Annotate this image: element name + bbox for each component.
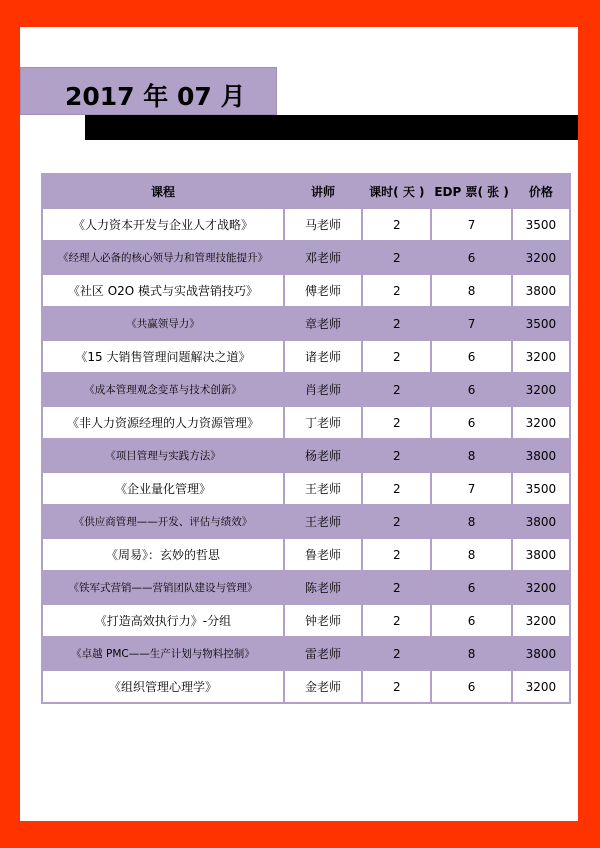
lecturer-cell: 王老师 xyxy=(285,506,361,537)
table-row xyxy=(43,407,569,438)
course-cell: 《项目管理与实践方法》 xyxy=(43,440,283,471)
course-cell: 《铁军式营销——营销团队建设与管理》 xyxy=(43,572,283,603)
price-cell: 3200 xyxy=(513,572,569,603)
table-row xyxy=(43,341,569,372)
month-title: 2017 年 07 月 xyxy=(65,82,246,111)
table-row xyxy=(43,539,569,570)
days-cell: 2 xyxy=(363,506,430,537)
price-cell: 3200 xyxy=(513,671,569,702)
edp-tickets-cell: 8 xyxy=(432,275,510,306)
course-cell: 《打造高效执行力》-分组 xyxy=(43,605,283,636)
lecturer-cell: 陈老师 xyxy=(285,572,361,603)
lecturer-cell: 傅老师 xyxy=(285,275,361,306)
lecturer-cell: 金老师 xyxy=(285,671,361,702)
table-row xyxy=(43,242,569,273)
lecturer-cell: 鲁老师 xyxy=(285,539,361,570)
lecturer-cell: 丁老师 xyxy=(285,407,361,438)
page-sheet xyxy=(20,27,578,821)
table-header-row xyxy=(43,175,569,207)
table-body xyxy=(43,209,569,702)
price-cell: 3500 xyxy=(513,473,569,504)
table-row xyxy=(43,506,569,537)
edp-tickets-cell: 8 xyxy=(432,440,510,471)
table-row xyxy=(43,671,569,702)
course-cell: 《企业量化管理》 xyxy=(43,473,283,504)
edp-tickets-cell: 7 xyxy=(432,473,510,504)
price-cell: 3800 xyxy=(513,506,569,537)
lecturer-cell: 钟老师 xyxy=(285,605,361,636)
price-cell: 3800 xyxy=(513,638,569,669)
days-cell: 2 xyxy=(363,374,430,405)
edp-tickets-cell: 7 xyxy=(432,209,510,240)
price-cell: 3800 xyxy=(513,440,569,471)
days-cell: 2 xyxy=(363,473,430,504)
column-header-lecturer: 讲师 xyxy=(285,175,361,207)
course-cell: 《周易》：玄妙的哲思 xyxy=(43,539,283,570)
days-cell: 2 xyxy=(363,407,430,438)
course-cell: 《人力资本开发与企业人才战略》 xyxy=(43,209,283,240)
table-row xyxy=(43,572,569,603)
edp-tickets-cell: 6 xyxy=(432,407,510,438)
lecturer-cell: 肖老师 xyxy=(285,374,361,405)
days-cell: 2 xyxy=(363,341,430,372)
edp-tickets-cell: 6 xyxy=(432,374,510,405)
lecturer-cell: 章老师 xyxy=(285,308,361,339)
edp-tickets-cell: 6 xyxy=(432,341,510,372)
days-cell: 2 xyxy=(363,242,430,273)
lecturer-cell: 马老师 xyxy=(285,209,361,240)
price-cell: 3200 xyxy=(513,605,569,636)
table-row xyxy=(43,605,569,636)
lecturer-cell: 邓老师 xyxy=(285,242,361,273)
edp-tickets-cell: 8 xyxy=(432,506,510,537)
course-cell: 《组织管理心理学》 xyxy=(43,671,283,702)
edp-tickets-cell: 6 xyxy=(432,671,510,702)
course-cell: 《非人力资源经理的人力资源管理》 xyxy=(43,407,283,438)
days-cell: 2 xyxy=(363,539,430,570)
table-row xyxy=(43,440,569,471)
table-row xyxy=(43,308,569,339)
edp-tickets-cell: 6 xyxy=(432,572,510,603)
lecturer-cell: 诸老师 xyxy=(285,341,361,372)
price-cell: 3200 xyxy=(513,341,569,372)
lecturer-cell: 杨老师 xyxy=(285,440,361,471)
course-cell: 《供应商管理——开发、评估与绩效》 xyxy=(43,506,283,537)
days-cell: 2 xyxy=(363,572,430,603)
course-cell: 《社区 O2O 模式与实战营销技巧》 xyxy=(43,275,283,306)
lecturer-cell: 王老师 xyxy=(285,473,361,504)
course-cell: 《卓越 PMC——生产计划与物料控制》 xyxy=(43,638,283,669)
price-cell: 3800 xyxy=(513,275,569,306)
edp-tickets-cell: 6 xyxy=(432,605,510,636)
days-cell: 2 xyxy=(363,308,430,339)
course-cell: 《共赢领导力》 xyxy=(43,308,283,339)
price-cell: 3800 xyxy=(513,539,569,570)
table-row xyxy=(43,209,569,240)
days-cell: 2 xyxy=(363,209,430,240)
edp-tickets-cell: 7 xyxy=(432,308,510,339)
course-schedule-table xyxy=(41,173,571,704)
table-row xyxy=(43,374,569,405)
table-row xyxy=(43,473,569,504)
column-header-days: 课时( 天 ) xyxy=(363,175,430,207)
course-cell: 《成本管理观念变革与技术创新》 xyxy=(43,374,283,405)
days-cell: 2 xyxy=(363,671,430,702)
course-cell: 《15 大销售管理问题解决之道》 xyxy=(43,341,283,372)
price-cell: 3200 xyxy=(513,242,569,273)
price-cell: 3500 xyxy=(513,308,569,339)
price-cell: 3200 xyxy=(513,407,569,438)
column-header-price: 价格 xyxy=(513,175,569,207)
column-header-course: 课程 xyxy=(43,175,283,207)
days-cell: 2 xyxy=(363,275,430,306)
edp-tickets-cell: 6 xyxy=(432,242,510,273)
course-cell: 《经理人必备的核心领导力和管理技能提升》 xyxy=(43,242,283,273)
header-divider-bar xyxy=(85,115,578,140)
days-cell: 2 xyxy=(363,638,430,669)
table-row xyxy=(43,638,569,669)
price-cell: 3200 xyxy=(513,374,569,405)
edp-tickets-cell: 8 xyxy=(432,638,510,669)
lecturer-cell: 雷老师 xyxy=(285,638,361,669)
month-title-box xyxy=(20,67,277,115)
table-row xyxy=(43,275,569,306)
days-cell: 2 xyxy=(363,605,430,636)
edp-tickets-cell: 8 xyxy=(432,539,510,570)
days-cell: 2 xyxy=(363,440,430,471)
column-header-edp-tickets: EDP 票( 张 ) xyxy=(432,175,510,207)
price-cell: 3500 xyxy=(513,209,569,240)
